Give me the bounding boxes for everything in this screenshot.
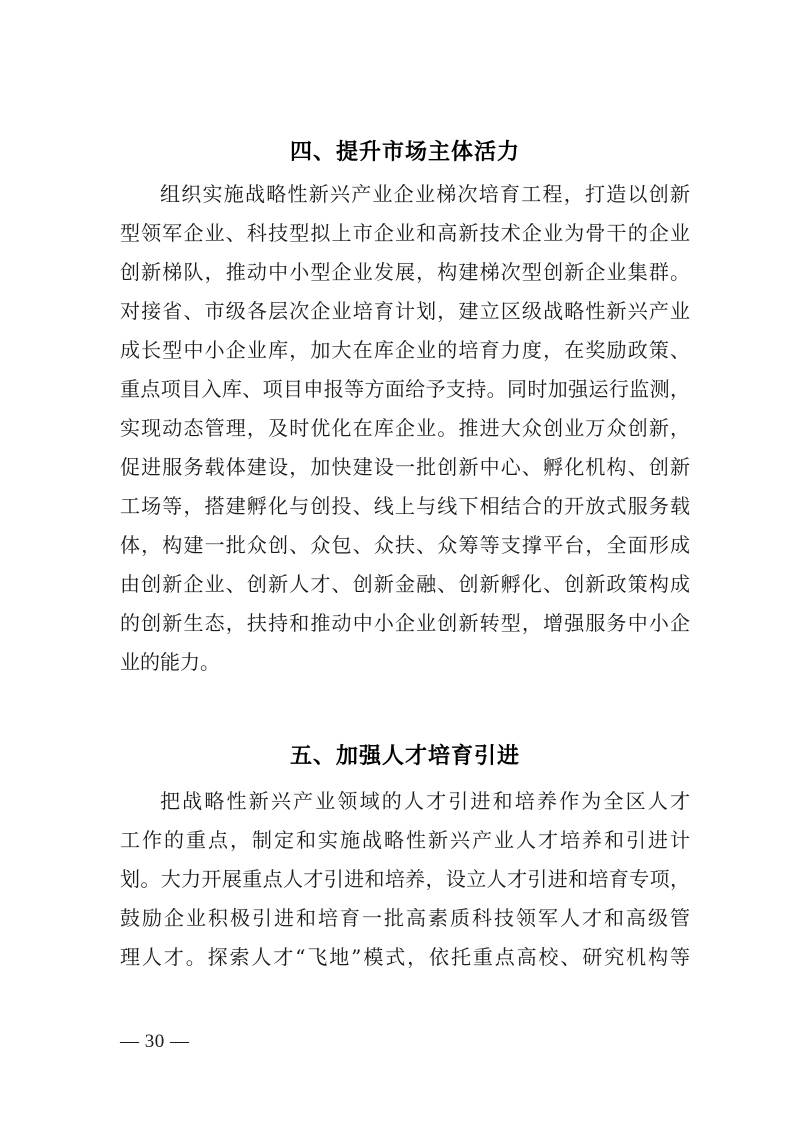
body-line: 重点项目入库、项目申报等方面给予支持。同时加强运行监测， [120, 377, 690, 401]
body-line: 成长型中小企业库，加大在库企业的培育力度，在奖励政策、 [120, 338, 690, 362]
section-heading: 五、加强人才培育引进 [289, 743, 520, 768]
body-line: 业的能力。 [120, 650, 220, 674]
paragraph [120, 782, 690, 977]
body-line: 对接省、市级各层次企业培育计划，建立区级战略性新兴产业 [120, 299, 690, 323]
body-line: 由创新企业、创新人才、创新金融、创新孵化、创新政策构成 [120, 572, 690, 596]
body-line: 促进服务载体建设，加快建设一批创新中心、孵化机构、创新 [120, 455, 690, 479]
body-line: 的创新生态，扶持和推动中小企业创新转型，增强服务中小企 [120, 611, 690, 635]
body-line: 组织实施战略性新兴产业企业梯次培育工程，打造以创新 [160, 182, 690, 206]
page-number: — 30 — [120, 1031, 190, 1052]
body-line: 创新梯队，推动中小型企业发展，构建梯次型创新企业集群。 [120, 260, 690, 284]
content [120, 132, 690, 977]
section-heading: 四、提升市场主体活力 [289, 139, 520, 164]
body-line: 实现动态管理，及时优化在库企业。推进大众创业万众创新， [120, 416, 690, 440]
body-line: 工场等，搭建孵化与创投、线上与线下相结合的开放式服务载 [120, 494, 690, 518]
body-line: 型领军企业、科技型拟上市企业和高新技术企业为骨干的企业 [120, 221, 690, 245]
section [120, 132, 690, 682]
body-line: 把战略性新兴产业领域的人才引进和培养作为全区人才 [160, 789, 690, 813]
body-line: 理人才。探索人才“飞地”模式，依托重点高校、研究机构等 [120, 945, 690, 969]
body-line: 划。大力开展重点人才引进和培养，设立人才引进和培育专项， [120, 867, 690, 891]
paragraph [120, 175, 690, 682]
body-line: 体，构建一批众创、众包、众扶、众筹等支撑平台，全面形成 [120, 533, 690, 557]
body-line: 鼓励企业积极引进和培育一批高素质科技领军人才和高级管 [120, 906, 690, 930]
section [120, 736, 690, 977]
body-line: 工作的重点，制定和实施战略性新兴产业人才培养和引进计 [120, 828, 690, 852]
